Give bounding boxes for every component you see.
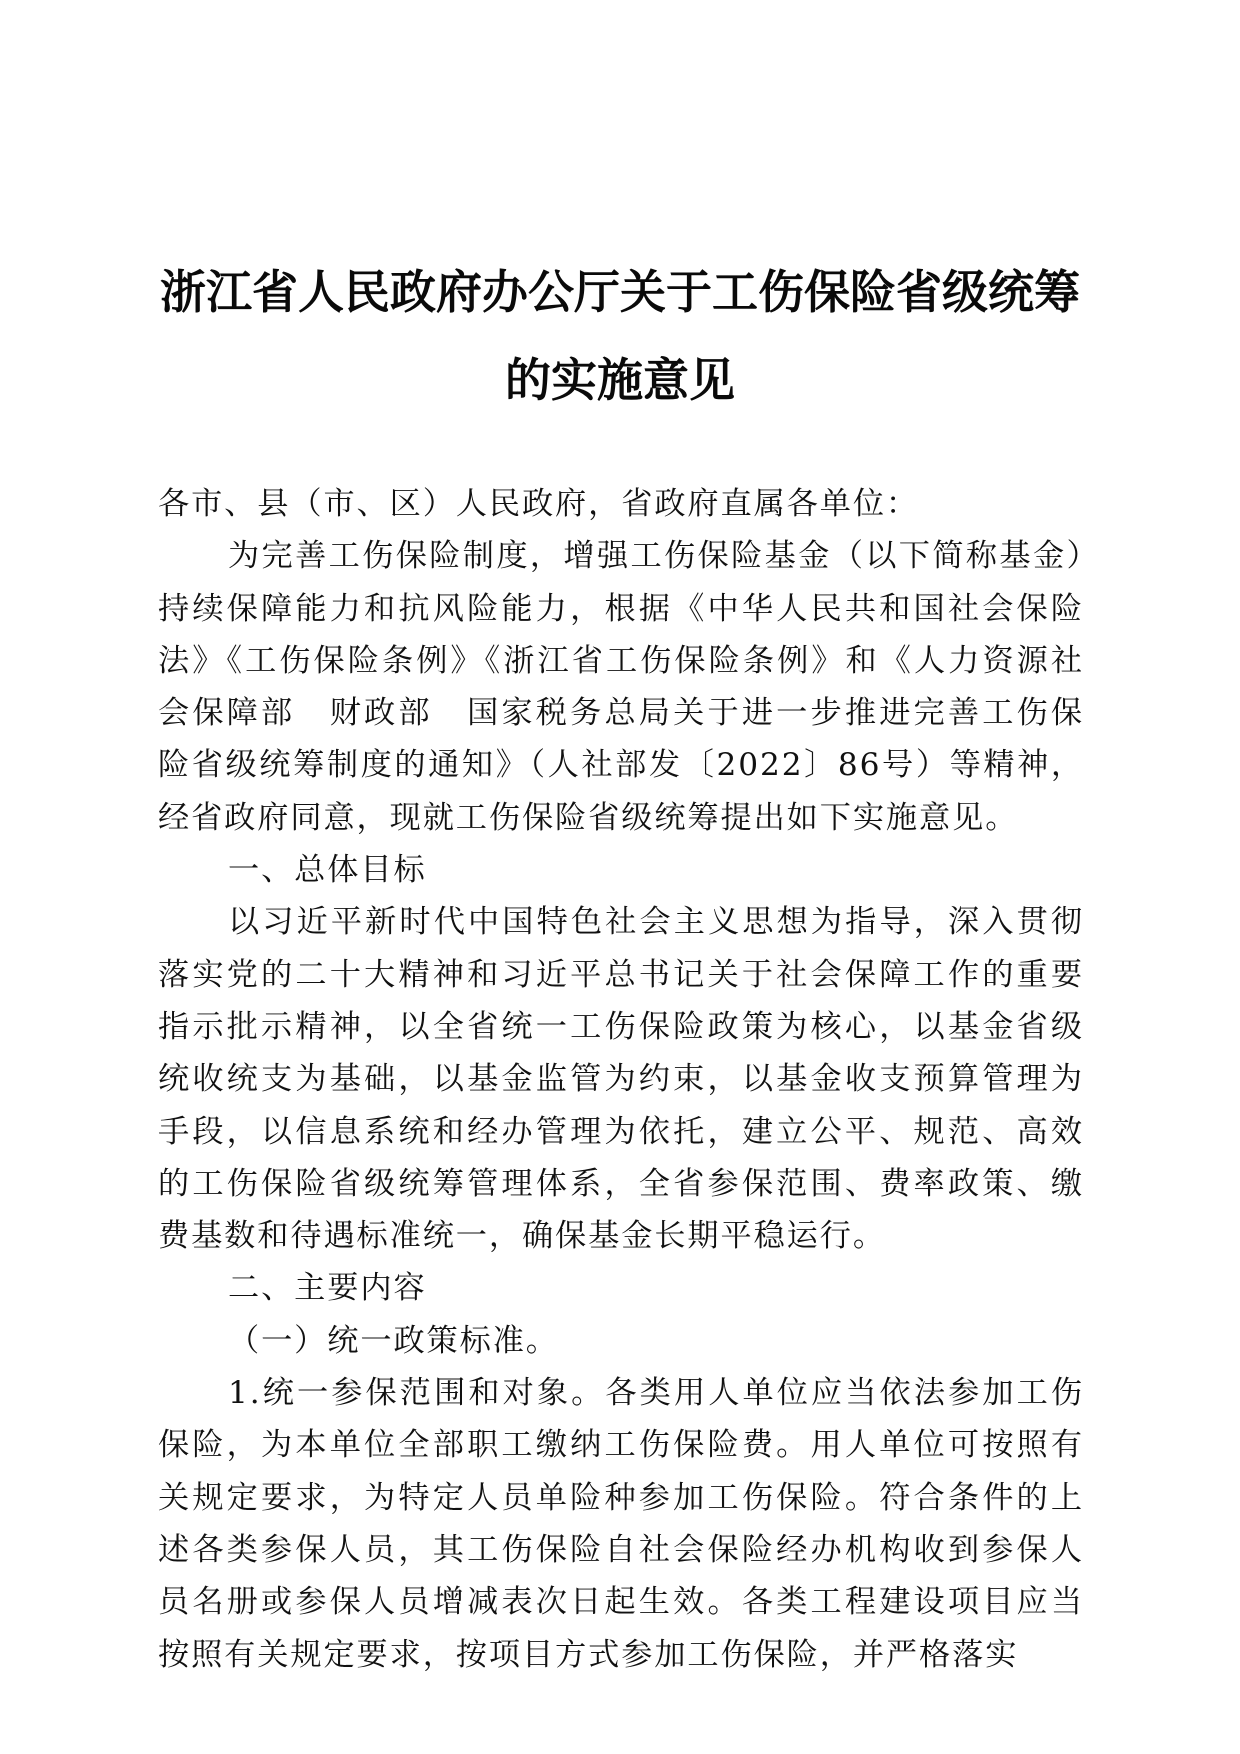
document-title-line-1: 浙江省人民政府办公厅关于工伤保险省级统筹 bbox=[160, 265, 1080, 319]
item-1-paragraph: 1.统一参保范围和对象。各类用人单位应当依法参加工伤保险，为本单位全部职工缴纳工伤保险费。用人单位可按照有关规定要求，为特定人员单险种参加工伤保险。符合条件的上述各类参保人员，其工伤保险自社会保险经办机构收到参保人员名册或参保人员增减表次日起生效。各类工程建设项目应当按照有关规定要求，按项目方式参加工伤保险，并严格落实 bbox=[158, 1375, 1084, 1673]
salutation: 各市、县（市、区）人民政府，省政府直属各单位： bbox=[158, 486, 920, 522]
section-1-heading: 一、总体目标 bbox=[228, 852, 427, 889]
section-1-paragraph: 以习近平新时代中国特色社会主义思想为指导，深入贯彻落实党的二十大精神和习近平总书记关于社会保障工作的重要指示批示精神，以全省统一工伤保险政策为核心，以基金省级统收统支为基础，以基金监管为约束，以基金收支预算管理为手段，以信息系统和经办管理为依托，建立公平、规范、高效的工伤保险省级统筹管理体系，全省参保范围、费率政策、缴费基数和待遇标准统一，确保基金长期平稳运行。 bbox=[158, 904, 1084, 1255]
intro-paragraph: 为完善工伤保险制度，增强工伤保险基金（以下简称基金）持续保障能力和抗风险能力，根据《中华人民共和国社会保险法》《工伤保险条例》《浙江省工伤保险条例》和《人力资源社会保障部 财政部 国家税务总局关于进一步推进完善工伤保险省级统筹制度的通知》（人社部发〔2022〕86号）等精神，经省政府同意，现就工伤保险省级统筹提出如下实施意见。 bbox=[158, 538, 1084, 836]
document-title-line-2: 的实施意见 bbox=[505, 353, 735, 407]
document-body bbox=[158, 478, 1084, 1681]
section-2-heading: 二、主要内容 bbox=[228, 1270, 427, 1307]
subsection-1-heading: （一）统一政策标准。 bbox=[228, 1322, 559, 1359]
